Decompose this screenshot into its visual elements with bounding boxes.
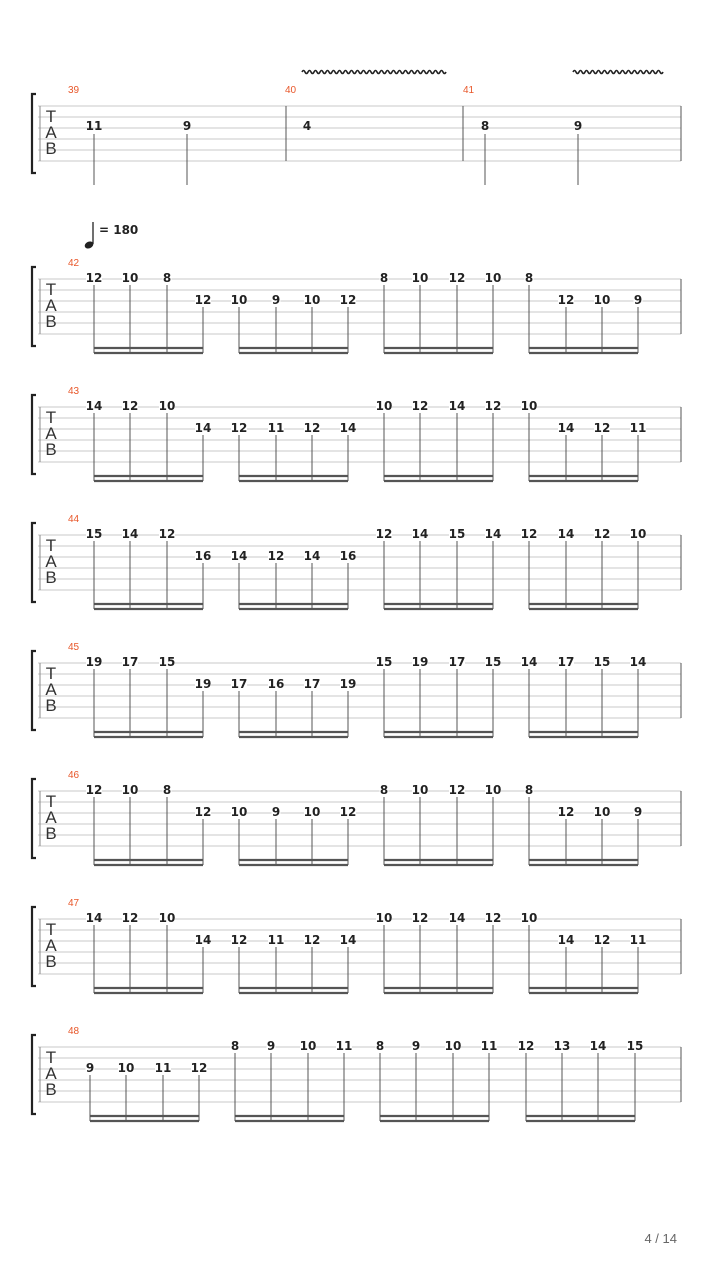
fret-number: 9: [271, 293, 281, 307]
tab-clef-letter: T: [45, 664, 57, 683]
fret-number: 10: [484, 271, 502, 285]
fret-number: 12: [85, 783, 103, 797]
fret-number: 12: [85, 271, 103, 285]
fret-number: 10: [411, 271, 429, 285]
fret-number: 14: [339, 933, 357, 947]
fret-number: 14: [230, 549, 248, 563]
fret-number: 12: [121, 399, 139, 413]
fret-number: 10: [303, 805, 321, 819]
fret-number: 11: [267, 421, 285, 435]
fret-number: 11: [267, 933, 285, 947]
fret-number: 9: [573, 119, 583, 133]
page-number: 4 / 14: [644, 1231, 677, 1246]
fret-number: 10: [158, 911, 176, 925]
measure-number: 43: [68, 386, 80, 397]
system-bracket: [32, 94, 36, 173]
system-bracket: [32, 779, 36, 858]
fret-number: 19: [194, 677, 212, 691]
fret-number: 19: [411, 655, 429, 669]
fret-number: 12: [593, 527, 611, 541]
tab-clef-letter: T: [45, 408, 57, 427]
fret-number: 14: [589, 1039, 607, 1053]
fret-number: 9: [266, 1039, 276, 1053]
fret-number: 14: [303, 549, 321, 563]
tab-system: [32, 514, 681, 609]
fret-number: 12: [593, 933, 611, 947]
fret-number: 15: [375, 655, 393, 669]
fret-number: 15: [448, 527, 466, 541]
tab-clef-letter: T: [45, 792, 57, 811]
fret-number: 14: [448, 911, 466, 925]
fret-number: 12: [448, 271, 466, 285]
fret-number: 12: [339, 293, 357, 307]
fret-number: 14: [520, 655, 538, 669]
tab-system: [32, 1026, 681, 1121]
tab-clef-letter: B: [45, 824, 57, 843]
fret-number: 14: [194, 933, 212, 947]
fret-number: 10: [299, 1039, 317, 1053]
fret-number: 11: [154, 1061, 172, 1075]
fret-number: 14: [557, 527, 575, 541]
fret-number: 12: [517, 1039, 535, 1053]
fret-number: 10: [230, 805, 248, 819]
fret-number: 19: [85, 655, 103, 669]
measure-number: 39: [68, 85, 80, 96]
tab-system: [32, 642, 681, 737]
fret-number: 17: [557, 655, 575, 669]
fret-number: 10: [121, 271, 139, 285]
fret-number: 12: [411, 911, 429, 925]
vibrato-mark: [573, 71, 663, 74]
fret-number: 10: [303, 293, 321, 307]
fret-number: 12: [194, 293, 212, 307]
vibrato-mark: [302, 71, 446, 74]
tab-clef-letter: T: [45, 1048, 57, 1067]
tab-system: [32, 222, 681, 353]
tab-clef-letter: A: [45, 1064, 57, 1083]
tab-system: [32, 386, 681, 481]
fret-number: 16: [194, 549, 212, 563]
fret-number: 8: [162, 271, 172, 285]
fret-number: 8: [480, 119, 490, 133]
fret-number: 12: [448, 783, 466, 797]
fret-number: 12: [121, 911, 139, 925]
fret-number: 14: [448, 399, 466, 413]
fret-number: 12: [339, 805, 357, 819]
tab-clef-letter: B: [45, 696, 57, 715]
fret-number: 15: [626, 1039, 644, 1053]
fret-number: 12: [303, 421, 321, 435]
fret-number: 12: [520, 527, 538, 541]
system-bracket: [32, 907, 36, 986]
fret-number: 10: [520, 911, 538, 925]
fret-number: 10: [230, 293, 248, 307]
fret-number: 14: [484, 527, 502, 541]
tab-clef-letter: A: [45, 936, 57, 955]
fret-number: 12: [557, 805, 575, 819]
measure-number: 48: [68, 1026, 80, 1037]
tab-clef-letter: B: [45, 312, 57, 331]
fret-number: 12: [484, 399, 502, 413]
measure-number: 44: [68, 514, 80, 525]
fret-number: 10: [444, 1039, 462, 1053]
tab-clef-letter: T: [45, 107, 57, 126]
fret-number: 19: [339, 677, 357, 691]
fret-number: 9: [411, 1039, 421, 1053]
measure-number: 42: [68, 258, 80, 269]
fret-number: 4: [302, 119, 312, 133]
fret-number: 10: [375, 399, 393, 413]
tab-clef-letter: A: [45, 424, 57, 443]
fret-number: 17: [448, 655, 466, 669]
fret-number: 11: [629, 933, 647, 947]
fret-number: 11: [480, 1039, 498, 1053]
fret-number: 14: [557, 421, 575, 435]
fret-number: 14: [194, 421, 212, 435]
fret-number: 12: [230, 933, 248, 947]
fret-number: 10: [121, 783, 139, 797]
tempo-mark: = 180: [99, 223, 139, 237]
fret-number: 9: [182, 119, 192, 133]
tab-system: [32, 898, 681, 993]
fret-number: 8: [524, 271, 534, 285]
tab-clef-letter: B: [45, 952, 57, 971]
tab-clef-letter: A: [45, 552, 57, 571]
measure-number: 46: [68, 770, 80, 781]
fret-number: 12: [557, 293, 575, 307]
fret-number: 15: [593, 655, 611, 669]
fret-number: 14: [85, 399, 103, 413]
measure-number: 41: [463, 85, 475, 96]
fret-number: 16: [267, 677, 285, 691]
system-bracket: [32, 523, 36, 602]
tab-clef-letter: T: [45, 536, 57, 555]
fret-number: 14: [121, 527, 139, 541]
fret-number: 9: [633, 805, 643, 819]
fret-number: 8: [379, 271, 389, 285]
fret-number: 11: [629, 421, 647, 435]
fret-number: 11: [335, 1039, 353, 1053]
fret-number: 12: [194, 805, 212, 819]
tab-clef-letter: T: [45, 920, 57, 939]
tab-clef-letter: T: [45, 280, 57, 299]
measure-number: 47: [68, 898, 80, 909]
fret-number: 17: [303, 677, 321, 691]
fret-number: 12: [303, 933, 321, 947]
measure-number: 40: [285, 85, 297, 96]
fret-number: 10: [411, 783, 429, 797]
fret-number: 14: [557, 933, 575, 947]
tab-clef-letter: B: [45, 1080, 57, 1099]
fret-number: 12: [267, 549, 285, 563]
tab-clef-letter: A: [45, 296, 57, 315]
tab-system: [32, 770, 681, 865]
fret-number: 12: [230, 421, 248, 435]
system-bracket: [32, 395, 36, 474]
fret-number: 10: [117, 1061, 135, 1075]
fret-number: 10: [629, 527, 647, 541]
fret-number: 12: [190, 1061, 208, 1075]
fret-number: 14: [339, 421, 357, 435]
tab-clef-letter: B: [45, 440, 57, 459]
fret-number: 11: [85, 119, 103, 133]
fret-number: 14: [629, 655, 647, 669]
fret-number: 9: [271, 805, 281, 819]
fret-number: 10: [520, 399, 538, 413]
fret-number: 15: [484, 655, 502, 669]
fret-number: 12: [375, 527, 393, 541]
tab-clef-letter: B: [45, 139, 57, 158]
fret-number: 10: [593, 293, 611, 307]
tab-clef-letter: A: [45, 680, 57, 699]
fret-number: 10: [375, 911, 393, 925]
fret-number: 8: [230, 1039, 240, 1053]
fret-number: 16: [339, 549, 357, 563]
fret-number: 9: [633, 293, 643, 307]
tab-system: [32, 71, 681, 186]
tab-clef-letter: B: [45, 568, 57, 587]
fret-number: 15: [85, 527, 103, 541]
fret-number: 10: [593, 805, 611, 819]
fret-number: 10: [484, 783, 502, 797]
fret-number: 9: [85, 1061, 95, 1075]
tab-clef-letter: A: [45, 808, 57, 827]
fret-number: 8: [524, 783, 534, 797]
system-bracket: [32, 651, 36, 730]
fret-number: 14: [411, 527, 429, 541]
system-bracket: [32, 1035, 36, 1114]
fret-number: 17: [230, 677, 248, 691]
tab-systems: [32, 71, 681, 1122]
fret-number: 14: [85, 911, 103, 925]
fret-number: 13: [553, 1039, 571, 1053]
fret-number: 8: [162, 783, 172, 797]
fret-number: 8: [379, 783, 389, 797]
fret-number: 12: [158, 527, 176, 541]
fret-number: 15: [158, 655, 176, 669]
fret-number: 17: [121, 655, 139, 669]
fret-number: 12: [484, 911, 502, 925]
tab-clef-letter: A: [45, 123, 57, 142]
fret-number: 12: [593, 421, 611, 435]
measure-number: 45: [68, 642, 80, 653]
fret-number: 8: [375, 1039, 385, 1053]
fret-number: 12: [411, 399, 429, 413]
system-bracket: [32, 267, 36, 346]
fret-number: 10: [158, 399, 176, 413]
